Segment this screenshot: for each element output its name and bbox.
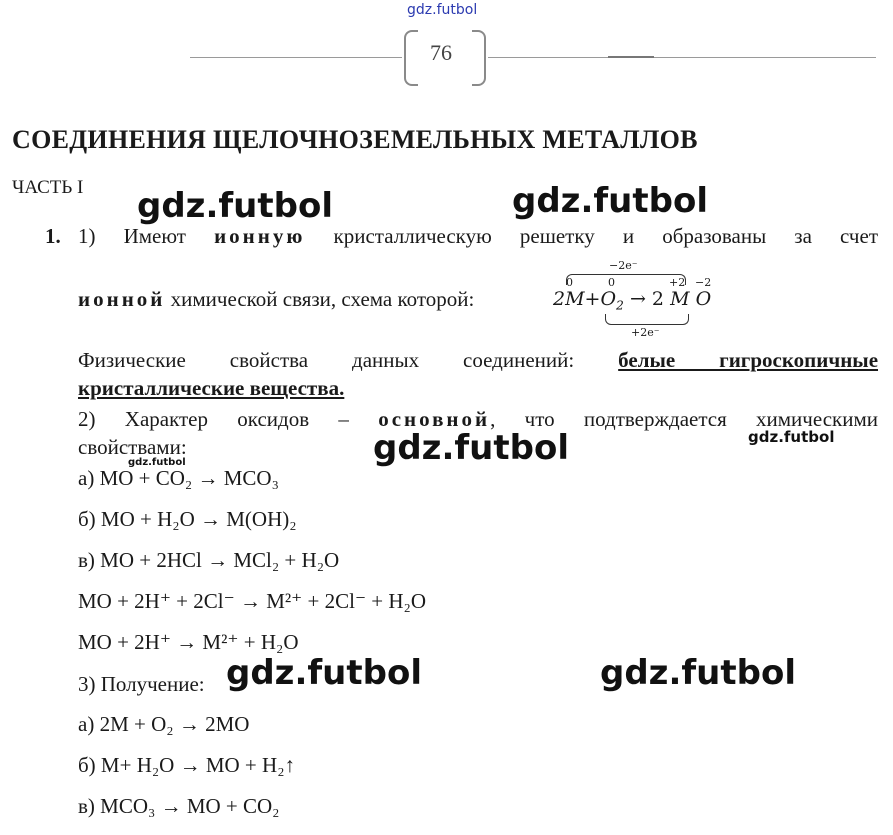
- formula-part: O: [695, 288, 712, 310]
- text: кристаллическую решетку и образованы за счет: [305, 224, 878, 248]
- scheme-bottom-label: +2e⁻: [631, 326, 660, 339]
- emphasis: ионную: [214, 224, 306, 248]
- watermark: gdz.futbol: [226, 653, 422, 693]
- emphasis: основной: [378, 407, 491, 431]
- reaction: а) 2M + O₂ → 2MO: [78, 712, 250, 736]
- watermark: gdz.futbol: [128, 457, 186, 468]
- formula-part: M: [670, 288, 690, 310]
- reaction: в) MO + 2HCl → MCl₂ + H₂O: [78, 548, 340, 572]
- section-label: 3) Получение:: [78, 672, 205, 696]
- formula-part: 2: [616, 298, 624, 313]
- header-rule-right: [488, 57, 876, 58]
- reaction: а) MO + CO₂ → MCO₃: [78, 466, 279, 490]
- header-watermark: gdz.futbol: [407, 2, 478, 18]
- electron-transfer-scheme: [553, 259, 713, 342]
- watermark: gdz.futbol: [137, 186, 333, 226]
- paragraph-line: [78, 224, 878, 249]
- reaction-ionic-short: MO + 2H⁺ → M²⁺ + H₂O: [78, 630, 299, 654]
- scheme-equation: [553, 288, 711, 312]
- watermark: gdz.futbol: [600, 653, 796, 693]
- paragraph-line: [78, 287, 474, 312]
- watermark: gdz.futbol: [512, 181, 708, 221]
- answer: кристаллические вещества.: [78, 376, 345, 400]
- paragraph-line: [78, 407, 878, 432]
- page-number-bracket-left: [404, 30, 418, 86]
- formula-part: O: [600, 288, 617, 310]
- scheme-top-brace: [566, 274, 686, 285]
- page-number: 76: [430, 40, 452, 65]
- reaction-ionic-full: MO + 2H⁺ + 2Cl⁻ → M²⁺ + 2Cl⁻ + H₂O: [78, 589, 427, 613]
- reaction: б) M+ H₂O → MO + H₂↑: [78, 753, 296, 777]
- text: химической связи, схема которой:: [165, 287, 475, 311]
- oxidation-state: 0: [608, 276, 615, 289]
- answer: белые гигроскопичные: [618, 348, 879, 372]
- formula-part: +: [584, 288, 601, 310]
- scheme-top-label: −2e⁻: [609, 259, 638, 272]
- text: , что подтверждается химическими: [490, 407, 878, 431]
- reaction: б) MO + H₂O → M(OH)₂: [78, 507, 297, 531]
- reaction: в) MCO₃ → MO + CO₂: [78, 794, 280, 818]
- header-rule-accent: [608, 56, 654, 58]
- watermark: gdz.futbol: [748, 428, 835, 446]
- formula-part: 2M: [553, 288, 585, 310]
- text: Физические свойства данных соединений:: [78, 348, 575, 372]
- watermark: gdz.futbol: [373, 428, 569, 468]
- scheme-bottom-brace: [605, 314, 689, 325]
- page-title: СОЕДИНЕНИЯ ЩЕЛОЧНОЗЕМЕЛЬНЫХ МЕТАЛЛОВ: [12, 125, 698, 154]
- paragraph-line: свойствами:: [78, 435, 187, 459]
- page-number-bracket-right: [472, 30, 486, 86]
- emphasis: ионной: [78, 287, 166, 311]
- header-rule-left: [190, 57, 402, 58]
- task-number: 1.: [45, 224, 61, 248]
- part-label: ЧАСТЬ I: [12, 177, 84, 198]
- oxidation-state: −2: [695, 276, 712, 289]
- formula-part: →: [629, 288, 646, 310]
- text: 1) Имеют: [78, 224, 215, 248]
- formula-part: 2: [651, 288, 665, 310]
- paragraph-line: [78, 348, 878, 373]
- text: 2) Характер оксидов –: [78, 407, 379, 431]
- oxidation-state: +2: [669, 276, 686, 289]
- oxidation-state: 0: [566, 276, 573, 289]
